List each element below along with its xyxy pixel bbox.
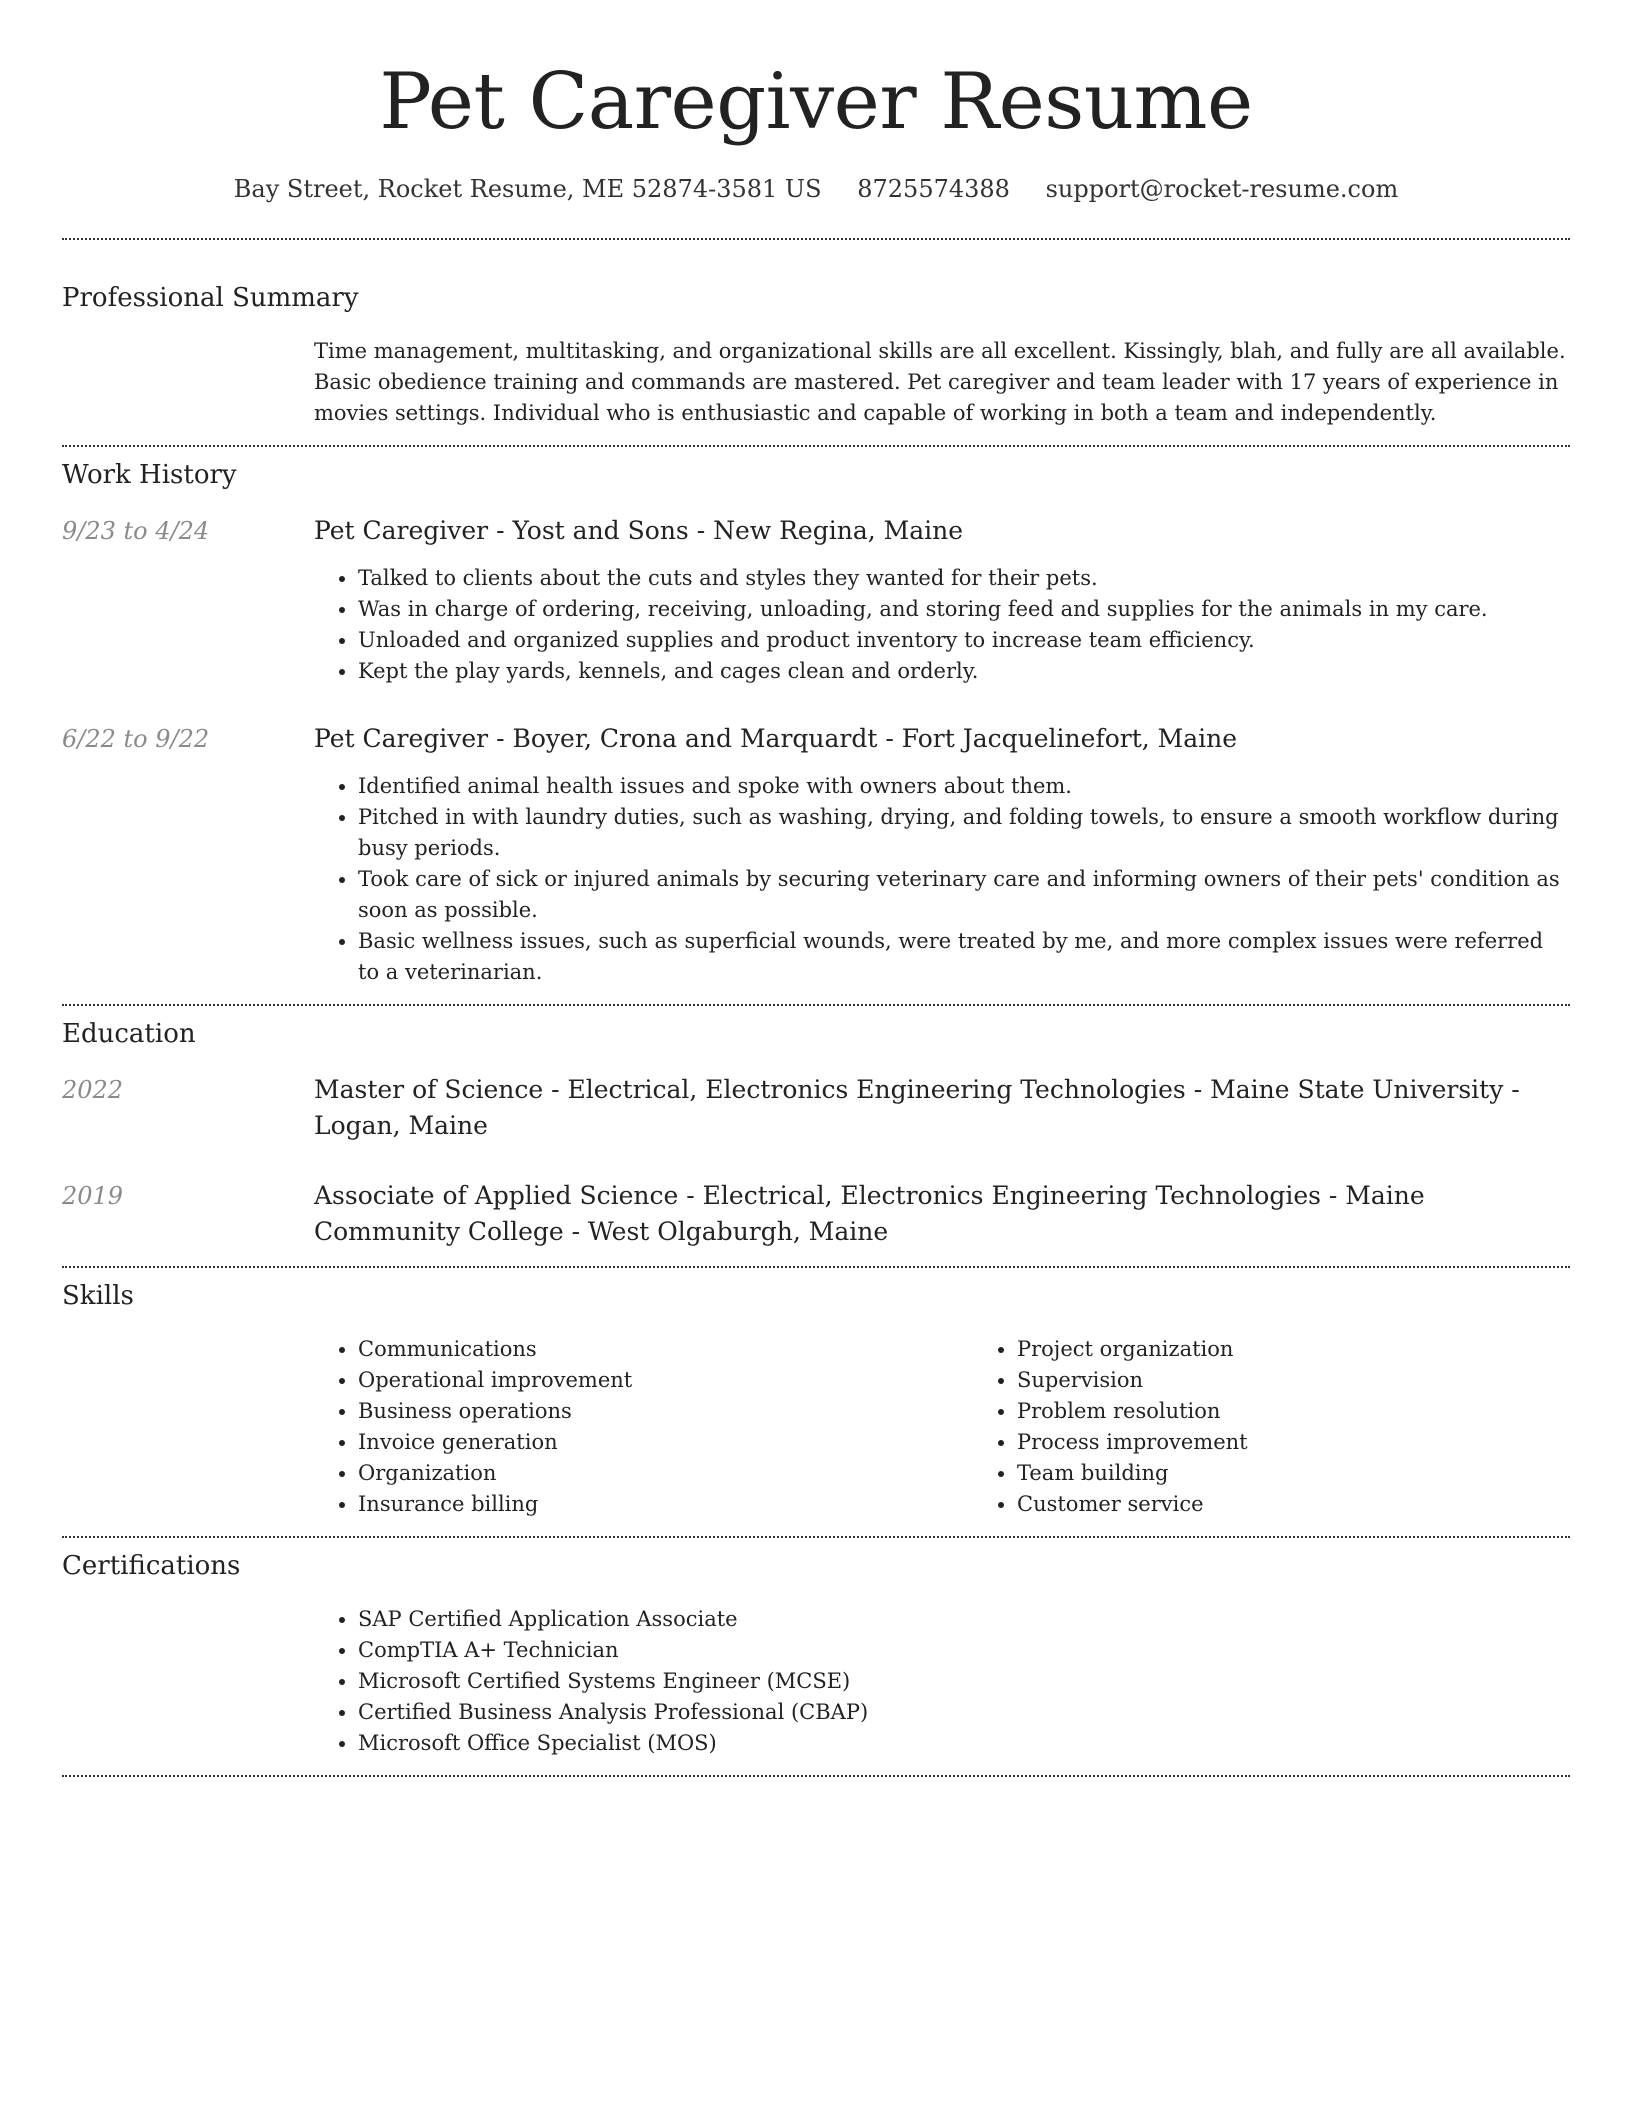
education-entry — [62, 1178, 1570, 1250]
list-item: • Business operations — [358, 1396, 973, 1427]
list-item: • Basic wellness issues, such as superficial wounds, were treated by me, and more complex issues were referred to a veterinarian. — [358, 926, 1570, 988]
job-bullets — [314, 563, 1570, 687]
list-item: • Took care of sick or injured animals by securing veterinary care and informing owners of their pets' condition as soon as possible. — [358, 864, 1570, 926]
skills-heading: Skills — [62, 1281, 134, 1311]
list-item: • Microsoft Office Specialist (MOS) — [358, 1728, 1570, 1759]
job-title: Pet Caregiver - Boyer, Crona and Marquardt - Fort Jacquelinefort, Maine — [314, 724, 1238, 753]
job-dates: 6/22 to 9/22 — [62, 725, 210, 753]
skills-list-right — [973, 1334, 1632, 1520]
list-item: • CompTIA A+ Technician — [358, 1635, 1570, 1666]
list-item: • Identified animal health issues and spoke with owners about them. — [358, 771, 1570, 802]
work-section — [62, 447, 1570, 1004]
job-entry — [62, 513, 1570, 687]
contact-email: support@rocket-resume.com — [1045, 175, 1399, 203]
education-entry — [62, 1072, 1570, 1144]
summary-row — [62, 336, 1570, 429]
education-year: 2019 — [62, 1182, 124, 1210]
certifications-section — [62, 1538, 1570, 1775]
list-item: • Process improvement — [1017, 1427, 1632, 1458]
education-heading: Education — [62, 1019, 196, 1049]
list-item: • Was in charge of ordering, receiving, unloading, and storing feed and supplies for the animals in my care. — [358, 594, 1570, 625]
list-item: • Organization — [358, 1458, 973, 1489]
education-degree: Master of Science - Electrical, Electronics Engineering Technologies - Maine State University - Logan, Maine — [314, 1075, 1520, 1140]
list-item: • Supervision — [1017, 1365, 1632, 1396]
list-item: • Insurance billing — [358, 1489, 973, 1520]
skills-section — [62, 1268, 1570, 1536]
skills-columns — [314, 1334, 1632, 1520]
certifications-row — [62, 1604, 1570, 1759]
work-heading: Work History — [62, 460, 237, 490]
skills-list-left — [314, 1334, 973, 1520]
summary-heading: Professional Summary — [62, 283, 359, 313]
summary-text: Time management, multitasking, and organizational skills are all excellent. Kissingly, blah, and fully are all available. Basic obedience training and commands are mastered. Pet caregiver and team leader with 17 years of experience in movies settings. Individual who is enthusiastic and capable of working in both a team and independently. — [314, 339, 1566, 425]
list-item: • Invoice generation — [358, 1427, 973, 1458]
education-section — [62, 1006, 1570, 1266]
list-item: • Pitched in with laundry duties, such as washing, drying, and folding towels, to ensure a smooth workflow during busy periods. — [358, 802, 1570, 864]
certifications-list — [314, 1604, 1570, 1759]
resume-header — [62, 0, 1570, 204]
job-content — [314, 513, 1570, 687]
list-item: • Certified Business Analysis Professional (CBAP) — [358, 1697, 1570, 1728]
list-item: • Communications — [358, 1334, 973, 1365]
certifications-heading: Certifications — [62, 1551, 241, 1581]
job-content — [314, 721, 1570, 988]
list-item: • Unloaded and organized supplies and product inventory to increase team efficiency. — [358, 625, 1570, 656]
job-dates: 9/23 to 4/24 — [62, 517, 210, 545]
section-divider — [62, 1775, 1570, 1777]
contact-phone: 8725574388 — [857, 175, 1010, 203]
education-degree: Associate of Applied Science - Electrical, Electronics Engineering Technologies - Maine Community College - West Olgaburgh, Maine — [314, 1181, 1425, 1246]
skills-row — [62, 1334, 1570, 1520]
education-year: 2022 — [62, 1076, 124, 1104]
certifications-content — [314, 1604, 1570, 1759]
contact-line — [62, 174, 1570, 204]
contact-address: Bay Street, Rocket Resume, ME 52874-3581 US — [233, 175, 822, 203]
list-item: • Customer service — [1017, 1489, 1632, 1520]
list-item: • SAP Certified Application Associate — [358, 1604, 1570, 1635]
list-item: • Talked to clients about the cuts and styles they wanted for their pets. — [358, 563, 1570, 594]
list-item: • Microsoft Certified Systems Engineer (MCSE) — [358, 1666, 1570, 1697]
job-entry — [62, 721, 1570, 988]
list-item: • Operational improvement — [358, 1365, 973, 1396]
list-item: • Kept the play yards, kennels, and cages clean and orderly. — [358, 656, 1570, 687]
list-item: • Team building — [1017, 1458, 1632, 1489]
resume-title: Pet Caregiver Resume — [379, 57, 1253, 147]
summary-section — [62, 240, 1570, 445]
list-item: • Project organization — [1017, 1334, 1632, 1365]
list-item: • Problem resolution — [1017, 1396, 1632, 1427]
job-bullets — [314, 771, 1570, 988]
job-title: Pet Caregiver - Yost and Sons - New Regina, Maine — [314, 516, 964, 545]
